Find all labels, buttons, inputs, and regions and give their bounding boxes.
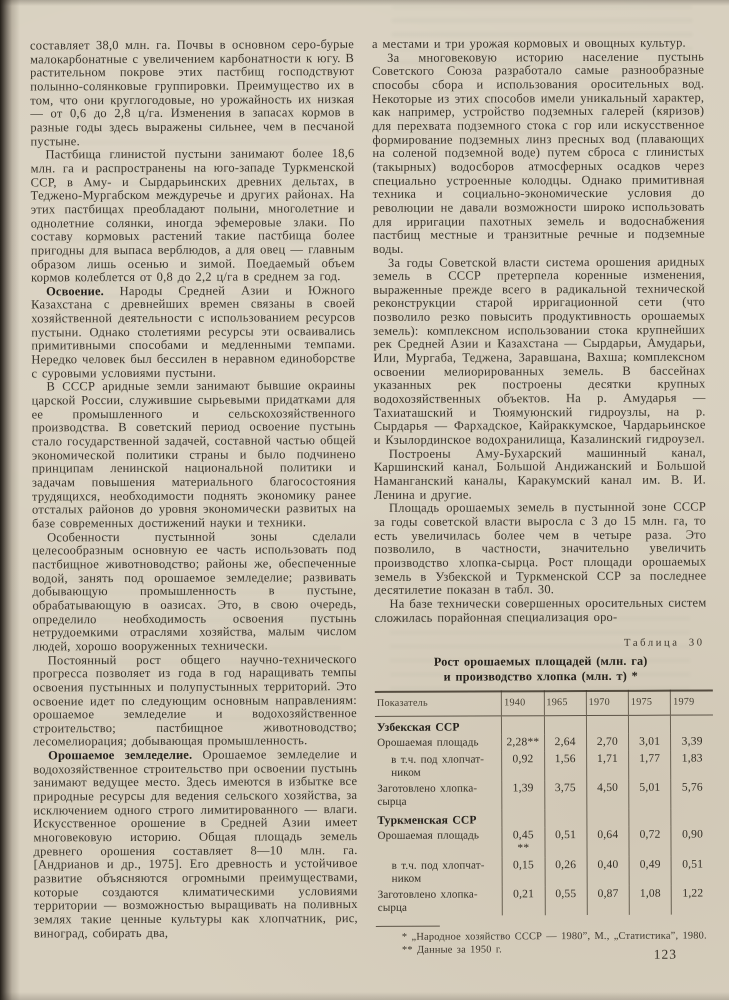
footnote: ** Данные за 1950 г. [401,943,502,956]
table-cell: 0,64 [587,827,629,857]
table-cell: 1,77 [629,750,671,779]
table-title-line1: Рост орошаемых площадей (млн. га) [433,653,648,669]
table-cell: 1,22 [671,886,713,915]
right-column-text [372,37,707,626]
table-cell: 3,75 [544,780,586,809]
table-cell: 0,49 [629,857,671,886]
table-cell: 0,72 [629,826,671,856]
footnote: * „Народное хозяйство СССР — 1980”, М., „Статистика”, 1980. [401,930,707,943]
table-cell: 0,40 [587,857,629,886]
row-label: Заготовлено хлопка- сырца [377,888,478,915]
table-cell [628,715,670,734]
table-cell [502,809,544,827]
table-cell: 3,39 [671,734,713,751]
table-cell: 5,01 [629,779,671,808]
table-cell: 1,56 [544,751,586,780]
table-cell: 2,70 [586,734,628,751]
table-cell [586,715,628,734]
left-column [30,38,358,941]
table-cell: 4,50 [586,780,628,809]
table-row [375,779,713,809]
table-cell: 0,21 [502,886,544,915]
table-row [376,886,714,916]
table-cell [502,716,544,735]
table-cell: 1,83 [671,750,713,779]
table-cell: 1,08 [629,886,671,915]
table-cell: 0,55 [545,886,587,915]
paragraph: За годы Советской власти система орошения аридных земель в СССР претерпела коренные изменения, выраженные прежде всего в радикальной технической реконструкции старой ирригационной сети (что позволило резко повысить продуктивность орошаемых земель): комплексном использовании стока крупнейших рек Средней Азии и Казахстана — Сырдарьи, Амударьи, Или, Мургаба, Теджена, Заравшана, Вахша; комплексном освоении мелиорированных земель. В бассейнах указанных рек построены десятки крупных водохозяйственных объектов. На р. Амударья — Тахиаташский и Тюямуюнский гидроузлы, на р. Сырдарья — Фархадское, Кайраккумское, Чардарьинское и Кзылординское водохранилища, Казалинский гидроузел. [372,254,706,447]
table-section-row [375,808,713,827]
table-row [375,826,713,858]
paragraph: а местами и три урожая кормовых и овощных культур. [371,35,686,51]
paragraph: Освоение. Народы Средней Азии и Южного Казахстана с древнейших времен связаны в своей хозяйственной деятельности с использованием ресурсов пустыни. Однако столетиями ресурсы эти осваивались примитивными способами и медленными темпами. Нередко человек был бессилен в неравном единоборстве с суровыми условиями пустыни. [31,282,356,381]
paragraph: Пастбища глинистой пустыни занимают более 18,6 млн. га и распространены на юго-западе Туркменской ССР, в Аму- и Сырдарьинских древних дельтах, в Теджено-Мургабском междуречье и других районах. На этих пастбищах преобладают полыни, многолетние и однолетние солянки, иногда эфемеровые злаки. По составу кормовых растений такие пастбища более пригодны для выпаса верблюдов, а для овец — главным образом лишь осенью и зимой. Поедаемый объем кормов колеблется от 0,8 до 2,2 ц/га в среднем за год. [30,146,355,285]
table-cell: 0,45 ** [502,827,544,857]
table-cell: 0,87 [587,886,629,915]
column-header-year: 1965 [544,692,586,716]
footnote-rule [376,926,440,927]
table-cell: 0,90 [671,826,713,856]
row-label: Заготовлено хлопка- сырца [377,782,478,808]
statistics-table-block [375,637,708,957]
paragraph: В СССР аридные земли занимают бывшие окраины царской России, служившие сырьевыми придатками для ее промышленного и сельскохозяйственного производства. В советский период освоение пустынь стало государственной задачей, составной частью общей экономической политики страны и было подчинено принципам ленинской национальной политики и задачам повышения материального благосостояния трудящихся, необходимости поднять экономику ранее отсталых районов до уровня экономически развитых на базе современных достижений науки и техники. [31,378,357,531]
table-cell: 0,92 [502,751,544,780]
column-header-year: 1979 [671,691,713,715]
paragraph: Особенности пустынной зоны сделали целесообразным основную ее часть использовать под пастбищное животноводство; районы же, обеспеченные водой, занять под орошаемое земледелие; развивать добывающую промышленность в пустыне, обрабатывающую в оазисах. Это, в свою очередь, определило необходимость освоения пустынь нетрудоемкими отраслями хозяйства, малым числом людей, хорошо вооруженных технически. [32,528,357,654]
irrigated-area-table [375,690,714,916]
run-in-heading: Орошаемое земледелие. [48,747,203,763]
table-cell [587,809,629,827]
paragraph: составляет 38,0 млн. га. Почвы в основном серо-бурые малокарбонатные с увеличением карбонатности к югу. В растительном покрове этих пастбищ господствуют полынно-солянковые группировки. Преимущество их в том, что они круглогодовые, но урожайность их низкая — от 0,6 до 2,8 ц/га. Изменения в запасах кормов в разные годы здесь выражены сильнее, чем в песчаной пустыне. [29,37,355,149]
row-label: Туркменская ССР [377,813,477,827]
table-row [376,857,714,887]
row-label: Орошаемая площадь [377,736,479,750]
table-cell: 1,39 [502,780,544,809]
paragraph: За многовековую историю население пустынь Советского Союза разработало самые разнообразные способы сбора и использования оросительных вод. Некоторые из этих способов имели уникальный характер, как например, устройство подземных галерей (кяризов) для перехвата подземного стока с гор или искусственное формирование подземных линз пресных вод (плавающих на соленой подземной воде) путем сброса с глинистых (такырных) водосборов атмосферных осадков через специально устроенные колодцы. Однако примитивная техника и социально-экономические условия до революции не давали возможности широко использовать для ирригации пахотных земель и водоснабжения пастбищ местные и транзитные речные и подземные воды. [372,49,705,256]
table-cell [544,809,586,827]
table-cell [671,715,713,734]
table-row [375,750,713,780]
row-label: в т.ч. под хлопчат- ником [391,753,485,779]
table-section-row [375,715,713,735]
paragraph: Построены Аму-Бухарский машинный канал, Каршинский канал, Большой Андижанский и Большой Наманганский каналы, Каракумский канал им. В. И. Ленина и другие. [373,445,706,502]
page-number: 123 [653,946,678,962]
column-header-year: 1975 [628,691,670,715]
table-cell [544,716,586,735]
table-title [375,653,707,684]
table-cell: 3,01 [629,734,671,751]
table-title-line2: и производство хлопка (млн. т) * [443,668,638,684]
table-cell [629,808,671,826]
table-cell: 0,51 [544,827,586,857]
table-cell [671,808,713,826]
row-label: Узбекская ССР [376,720,460,735]
table-cell: 5,76 [671,779,713,808]
table-header-row [375,691,713,717]
table-cell: 2,28** [502,734,544,751]
row-label: в т.ч. под хлопчат- ником [391,859,485,885]
table-cell: 0,26 [545,857,587,886]
column-header-indicator: Показатель [375,692,502,717]
run-in-heading: Освоение. [46,283,120,299]
paragraph: Площадь орошаемых земель в пустынной зоне СССР за годы советской власти выросла с 3 до 15 млн. га, то есть увеличилась более чем в четыре раза. Это позволило, в частности, значительно увеличить производство хлопка-сырца. Рост площади орошаемых земель в Узбекской и Туркменской ССР за последнее десятилетие показан в табл. 30. [374,499,707,598]
table-cell: 0,15 [502,857,544,886]
table-cell: 2,64 [544,734,586,751]
table-row [375,734,713,752]
table-cell: 0,51 [671,857,713,886]
table-cell: 1,71 [586,751,628,780]
column-header-year: 1970 [586,691,628,715]
row-label: Орошаемая площадь [377,829,480,842]
table-number-label: Таблица 30 [623,637,705,650]
paragraph: На базе технически совершенных оросительных систем сложилась порайонная специализация оро- [374,595,707,625]
paragraph: Постоянный рост общего научно-технического прогресса позволяет из года в год наращивать темпы освоения пустынных и полупустынных территорий. Это освоение идет по следующим основным направлениям: орошаемое земледелие и водохозяйственное строительство; пастбищное животноводство; лесомелиорация; добывающая промышленность. [32,651,358,749]
paragraph: Орошаемое земледелие. Орошаемое земледелие и водохозяйственное строительство при освоении пустынь занимают ведущее место. Здесь имеются в избытке все природные ресурсы для ведения сельского хозяйства, за исключением одного строго лимитированного — влаги. Искусственное орошение в Средней Азии имеет многовековую историю. Общая площадь земель древнего орошения составляет 8—10 млн. га. [Андрианов и др., 1975]. Его древность и устойчивое развитие объясняются огромными преимуществами, которые создаются климатическими условиями территории — возможностью выращивать на поливных землях такие ценные культуры как хлопчатник, рис, виноград, собирать два, [33,747,358,941]
right-column [372,37,708,958]
column-header-year: 1940 [502,692,544,716]
